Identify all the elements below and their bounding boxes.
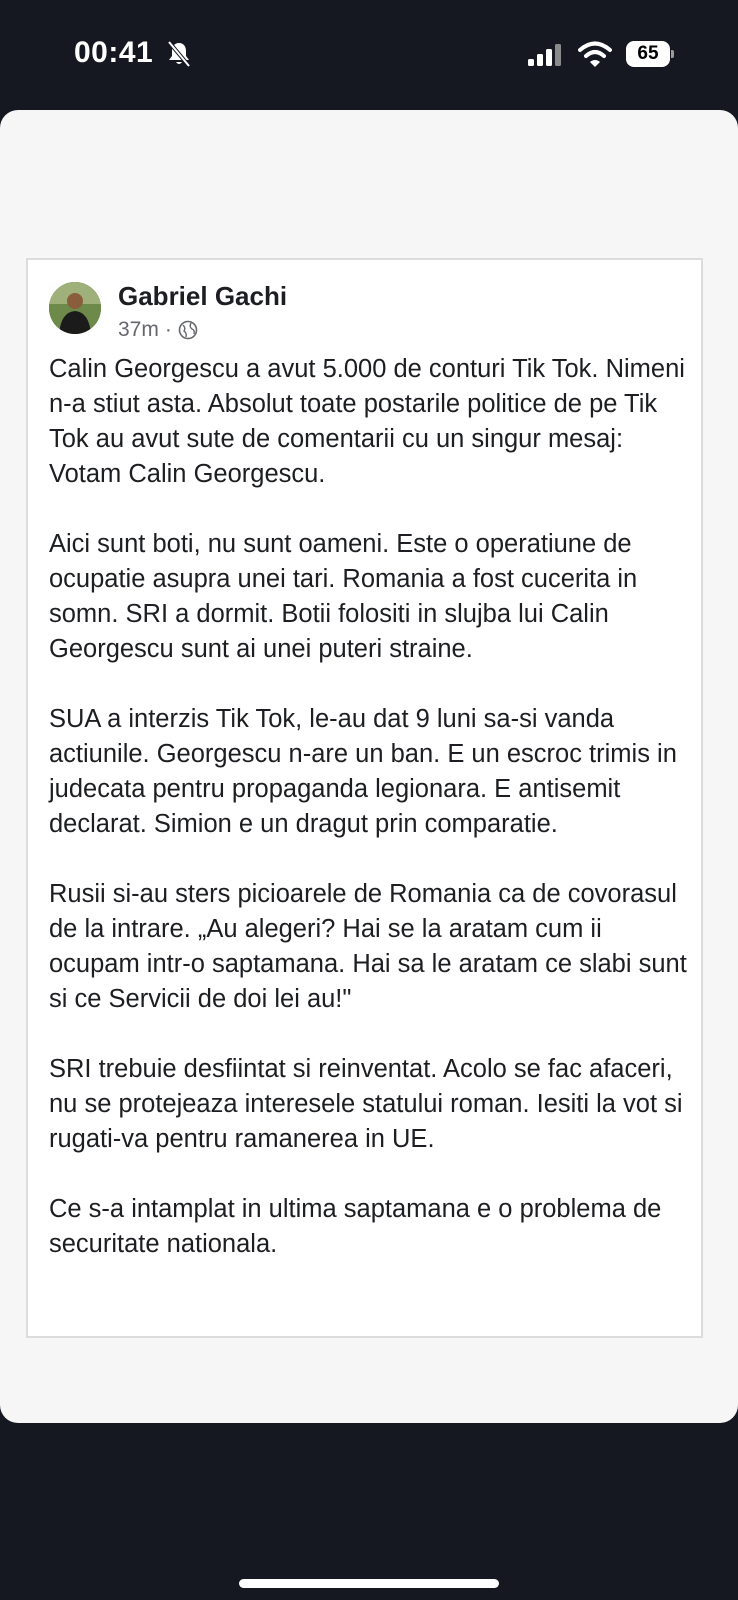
battery-icon (626, 41, 674, 67)
post-meta (118, 318, 198, 342)
bell-slash-icon (166, 40, 192, 68)
post-time[interactable]: 37m (118, 318, 159, 341)
globe-icon (178, 320, 198, 340)
meta-separator: · (164, 318, 172, 341)
status-time: 00:41 (74, 36, 154, 69)
post-card (26, 258, 703, 1338)
post-paragraph: Calin Georgescu a avut 5.000 de conturi Tik Tok. Nimeni n-a stiut asta. Absolut toate postarile politice de pe Tik Tok au avut sute de comentarii cu un singur mesaj: Votam Calin Georgescu. (49, 355, 685, 488)
screenshot-sheet (0, 110, 738, 1423)
status-bar (0, 0, 738, 110)
post-body (49, 352, 689, 1262)
wifi-icon (578, 40, 612, 68)
post-paragraph: Ce s-a intamplat in ultima saptamana e o problema de securitate nationala. (49, 1195, 662, 1258)
author-name[interactable]: Gabriel Gachi (118, 281, 288, 311)
home-indicator[interactable] (239, 1579, 499, 1588)
signal-icon (528, 44, 562, 66)
avatar[interactable] (49, 282, 101, 334)
post-paragraph: Aici sunt boti, nu sunt oameni. Este o operatiune de ocupatie asupra unei tari. Romania a fost cucerita in somn. SRI a dormit. Botii folositi in slujba lui Calin Georgescu sunt ai unei puteri straine. (49, 530, 638, 663)
post-paragraph: SUA a interzis Tik Tok, le-au dat 9 luni sa-si vanda actiunile. Georgescu n-are un ban. E un escroc trimis in judecata pentru propaganda legionara. E antisemit declarat. Simion e un dragut prin comparatie. (49, 705, 677, 838)
battery-level: 65 (626, 41, 670, 67)
post-paragraph: Rusii si-au sters picioarele de Romania ca de covorasul de la intrare. „Au alegeri? Hai se la aratam cum ii ocupam intr-o saptamana. Hai sa le aratam ce slabi sunt si ce Servicii de doi lei au!" (49, 880, 687, 1013)
post-paragraph: SRI trebuie desfiintat si reinventat. Acolo se fac afaceri, nu se protejeaza interesele statului roman. Iesiti la vot si rugati-va pentru ramanerea in UE. (49, 1055, 683, 1153)
